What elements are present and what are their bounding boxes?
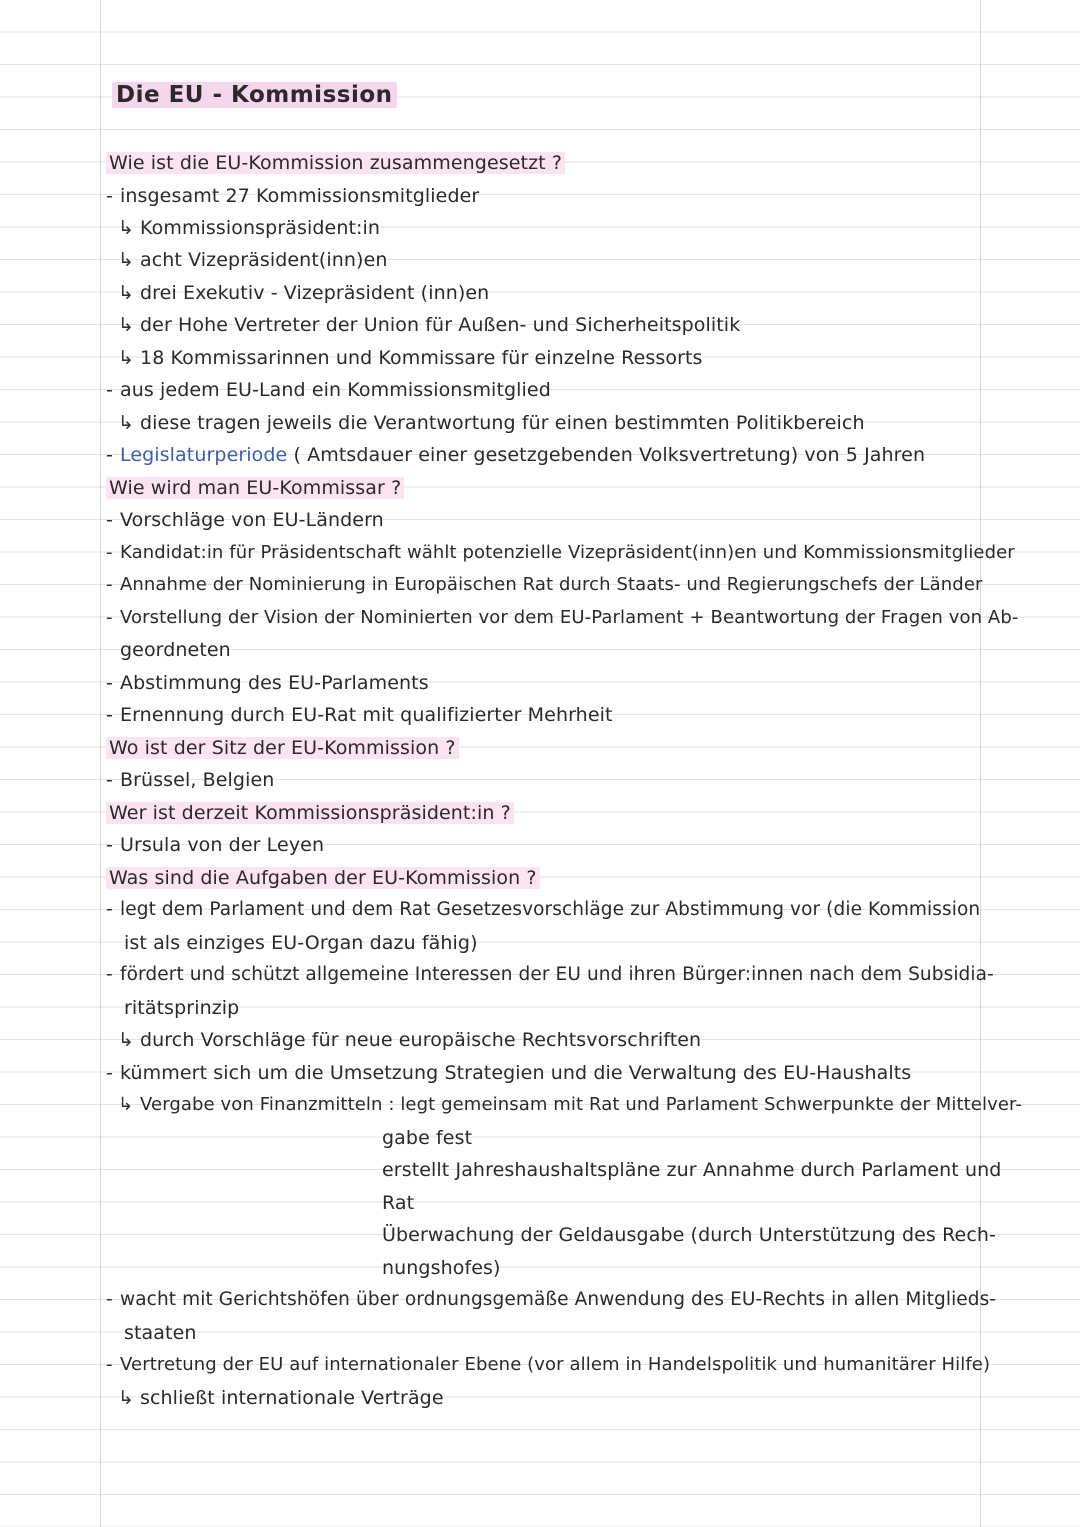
list-item	[106, 377, 551, 403]
item-text: gabe fest	[382, 1127, 473, 1149]
list-item	[106, 507, 384, 533]
continuation	[382, 1255, 501, 1281]
dash: -	[106, 964, 113, 985]
list-item	[106, 832, 324, 858]
item-text: geordneten	[120, 639, 231, 661]
question-seat	[106, 735, 459, 761]
question-how-become	[106, 475, 404, 501]
item-text: wacht mit Gerichtshöfen über ordnungsgemäße Anwendung des EU-Rechts in allen Mitglieds-	[120, 1289, 997, 1310]
dash: -	[106, 1062, 113, 1084]
dash: -	[106, 704, 113, 726]
list-item	[106, 962, 994, 988]
sub-item	[118, 1385, 444, 1411]
dash: -	[106, 672, 113, 694]
arrow-icon: ↳	[118, 1387, 135, 1409]
sub-item	[118, 1092, 1022, 1118]
item-text: Vorstellung der Vision der Nominierten vor dem EU-Parlament + Beantwortung der Fragen von Ab-	[120, 607, 1019, 628]
sub-item	[118, 215, 380, 241]
item-text: der Hohe Vertreter der Union für Außen- und Sicherheitspolitik	[140, 314, 741, 336]
item-text: diese tragen jeweils die Verantwortung für einen bestimmten Politikbereich	[140, 412, 865, 434]
item-text: aus jedem EU-Land ein Kommissionsmitglied	[120, 379, 551, 401]
question-text: Was sind die Aufgaben der EU-Kommission ?	[106, 867, 540, 889]
item-text: staaten	[124, 1322, 197, 1344]
item-text: durch Vorschläge für neue europäische Rechtsvorschriften	[140, 1029, 702, 1051]
dash: -	[106, 444, 113, 466]
continuation	[120, 637, 231, 663]
arrow-icon: ↳	[118, 347, 135, 369]
list-item	[106, 1352, 990, 1378]
continuation	[382, 1222, 996, 1248]
continuation	[382, 1190, 414, 1216]
question-text: Wo ist der Sitz der EU-Kommission ?	[106, 737, 459, 759]
item-text: schließt internationale Verträge	[140, 1387, 444, 1409]
item-text: nungshofes)	[382, 1257, 501, 1279]
arrow-icon: ↳	[118, 412, 135, 434]
list-item	[106, 540, 1015, 566]
continuation	[124, 1320, 197, 1346]
list-item	[106, 183, 479, 209]
arrow-icon: ↳	[118, 314, 135, 336]
item-text: drei Exekutiv - Vizepräsident (inn)en	[140, 282, 490, 304]
item-text: Kommissionspräsident:in	[140, 217, 381, 239]
item-text: ist als einziges EU-Organ dazu fähig)	[124, 932, 478, 954]
page-title	[112, 82, 397, 108]
dash: -	[106, 607, 113, 628]
continuation	[124, 930, 478, 956]
dash: -	[106, 379, 113, 401]
item-text: acht Vizepräsident(inn)en	[140, 249, 388, 271]
question-composition	[106, 150, 565, 176]
item-text: erstellt Jahreshaushaltspläne zur Annahme durch Parlament und	[382, 1159, 1002, 1181]
sub-item	[118, 280, 489, 306]
item-text: Abstimmung des EU-Parlaments	[120, 672, 429, 694]
sub-item	[118, 1027, 701, 1053]
item-text: Rat	[382, 1192, 415, 1214]
arrow-icon: ↳	[118, 282, 135, 304]
arrow-icon: ↳	[118, 217, 135, 239]
list-item	[106, 442, 925, 468]
item-text: Annahme der Nominierung in Europäischen Rat durch Staats- und Regierungschefs der Länder	[120, 574, 983, 595]
arrow-icon: ↳	[118, 1029, 135, 1051]
sub-item	[118, 410, 865, 436]
item-text: Ernennung durch EU-Rat mit qualifizierter Mehrheit	[120, 704, 613, 726]
list-item	[106, 1287, 996, 1313]
item-text: insgesamt 27 Kommissionsmitglieder	[120, 185, 480, 207]
sub-item	[118, 247, 388, 273]
list-item	[106, 767, 274, 793]
item-text: Kandidat:in für Präsidentschaft wählt potenzielle Vizepräsident(inn)en und Kommissionsmitglieder	[120, 542, 1015, 563]
item-text: Vorschläge von EU-Ländern	[120, 509, 384, 531]
continuation	[382, 1157, 1001, 1183]
dash: -	[106, 1354, 113, 1375]
dash: -	[106, 574, 113, 595]
dash: -	[106, 769, 113, 791]
title-text: Die EU - Kommission	[112, 82, 397, 108]
question-text: Wie ist die EU-Kommission zusammengesetzt ?	[106, 152, 565, 174]
list-item	[106, 605, 1018, 631]
list-item	[106, 702, 613, 728]
item-text: 18 Kommissarinnen und Kommissare für einzelne Ressorts	[140, 347, 703, 369]
dash: -	[106, 542, 113, 563]
item-text: kümmert sich um die Umsetzung Strategien und die Verwaltung des EU-Haushalts	[120, 1062, 912, 1084]
list-item	[106, 1060, 911, 1086]
question-president	[106, 800, 514, 826]
item-text: legt dem Parlament und dem Rat Gesetzesvorschläge zur Abstimmung vor (die Kommission	[120, 899, 981, 920]
item-text: ( Amtsdauer einer gesetzgebenden Volksvertretung) von 5 Jahren	[293, 444, 926, 466]
question-text: Wer ist derzeit Kommissionspräsident:in ?	[106, 802, 514, 824]
list-item	[106, 572, 983, 598]
dash: -	[106, 185, 113, 207]
sub-item	[118, 345, 703, 371]
dash: -	[106, 1289, 113, 1310]
item-text: Vertretung der EU auf internationaler Ebene (vor allem in Handelspolitik und humanitärer Hilfe)	[120, 1354, 991, 1375]
list-item	[106, 897, 980, 923]
arrow-icon: ↳	[118, 1094, 134, 1115]
list-item	[106, 670, 429, 696]
item-text: Vergabe von Finanzmitteln : legt gemeinsam mit Rat und Parlament Schwerpunkte der Mittelver-	[140, 1094, 1022, 1115]
dash: -	[106, 509, 113, 531]
continuation	[382, 1125, 472, 1151]
sub-item	[118, 312, 740, 338]
dash: -	[106, 834, 113, 856]
item-text: Ursula von der Leyen	[120, 834, 325, 856]
item-text: Brüssel, Belgien	[120, 769, 275, 791]
arrow-icon: ↳	[118, 249, 135, 271]
question-text: Wie wird man EU-Kommissar ?	[106, 477, 404, 499]
item-text: fördert und schützt allgemeine Interessen der EU und ihren Bürger:innen nach dem Subsidia-	[120, 964, 994, 985]
item-text: Überwachung der Geldausgabe (durch Unterstützung des Rech-	[382, 1224, 996, 1246]
item-text: ritätsprinzip	[124, 997, 240, 1019]
dash: -	[106, 899, 113, 920]
continuation	[124, 995, 239, 1021]
question-tasks	[106, 865, 540, 891]
term-highlight: Legislaturperiode	[120, 444, 288, 466]
